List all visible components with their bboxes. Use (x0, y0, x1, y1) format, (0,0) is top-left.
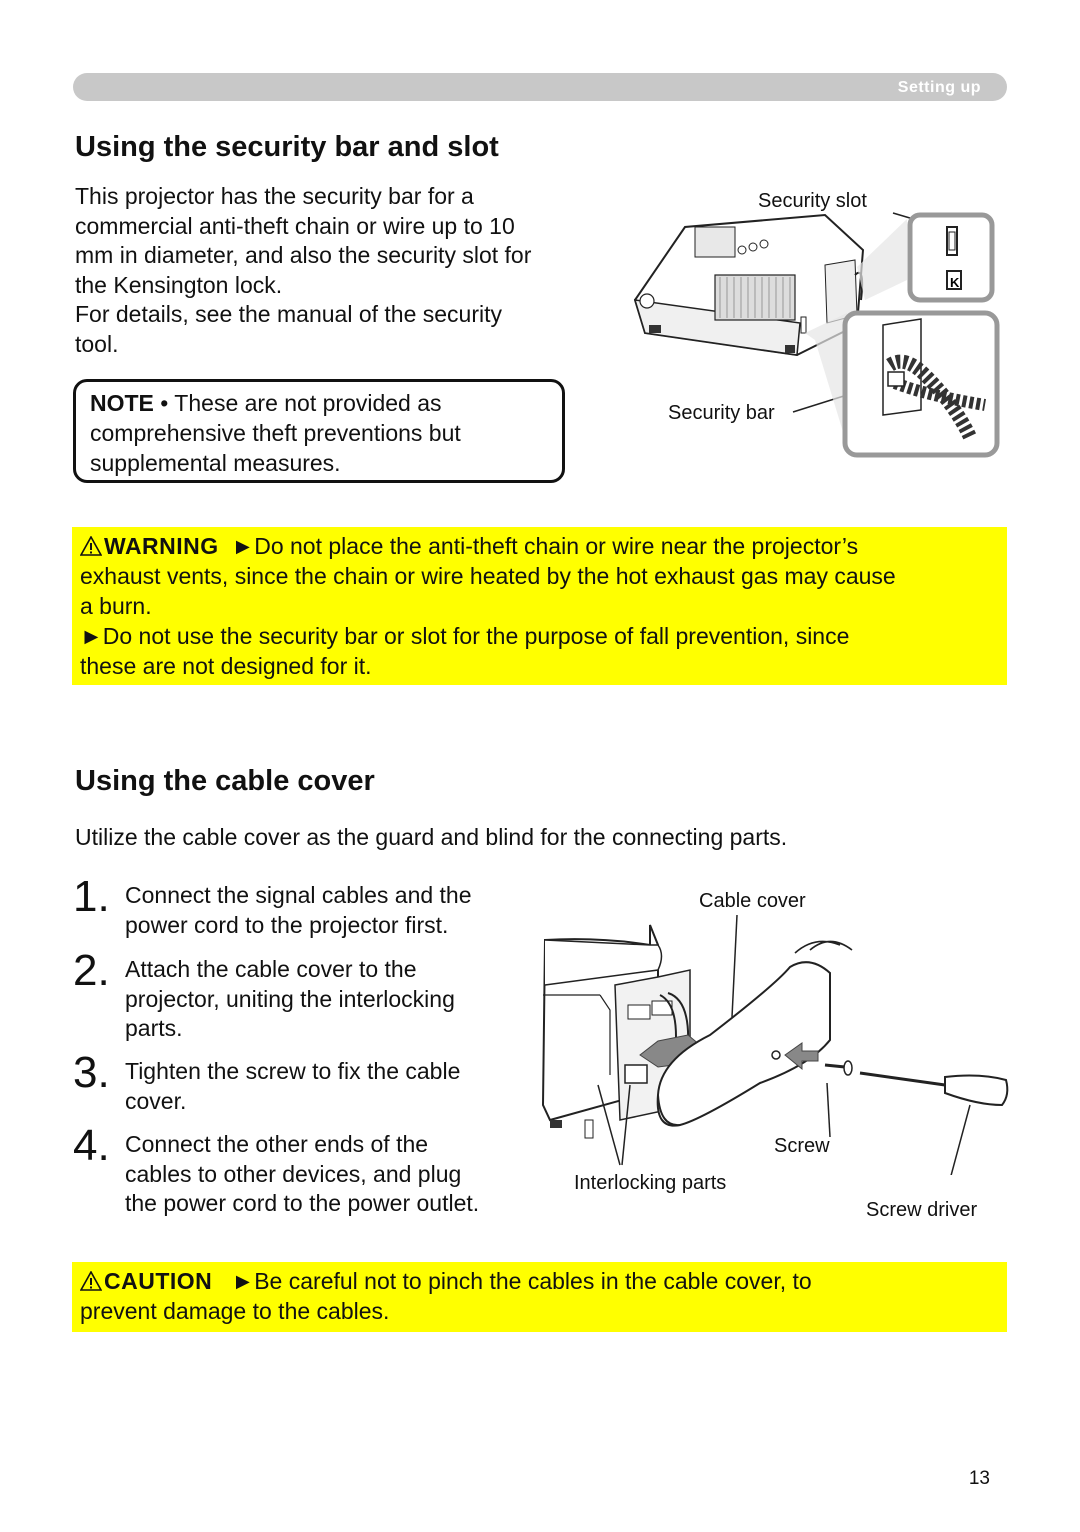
screw-caption: Screw (774, 1135, 830, 1157)
caution-line: prevent damage to the cables. (80, 1298, 390, 1324)
step-line: Attach the cable cover to the (125, 956, 417, 982)
screw-driver-caption: Screw driver (866, 1199, 978, 1221)
header-bar (73, 73, 1007, 101)
step-line: the power cord to the power outlet. (125, 1190, 480, 1216)
intro-line: For details, see the manual of the security (75, 301, 502, 327)
page-number: 13 (968, 1468, 990, 1489)
caution-label: CAUTION (104, 1268, 213, 1294)
step-line: Tighten the screw to fix the cable (125, 1058, 461, 1084)
note-line: • These are not provided as (160, 390, 442, 416)
warning-line: exhaust vents, since the chain or wire heated by the hot exhaust gas may cause (80, 563, 896, 589)
step-line: parts. (125, 1015, 183, 1041)
note-line: supplemental measures. (90, 450, 341, 476)
step-number: 2. (73, 946, 110, 995)
step-line: cables to other devices, and plug (125, 1160, 462, 1187)
intro-line: tool. (75, 330, 119, 357)
warning-line: ►Do not use the security bar or slot for the purpose of fall prevention, since (80, 623, 850, 649)
warning-box (72, 527, 1007, 685)
step-line: power cord to the projector first. (125, 911, 449, 938)
svg-text:K: K (950, 275, 960, 290)
security-slot-caption: Security slot (758, 190, 867, 212)
interlocking-parts-caption: Interlocking parts (574, 1172, 727, 1194)
cable-cover-section-title: Using the cable cover (75, 765, 375, 797)
security-illustration (625, 205, 1005, 465)
note-box (73, 379, 565, 483)
note-line: comprehensive theft preventions but (90, 420, 461, 446)
warning-triangle-icon (80, 536, 102, 556)
step-line: Connect the other ends of the (125, 1131, 429, 1157)
security-bar-caption: Security bar (668, 402, 775, 424)
step-number: 1. (73, 872, 110, 921)
security-section-title: Using the security bar and slot (75, 131, 499, 163)
intro-line: commercial anti-theft chain or wire up to 10 (75, 212, 515, 239)
warning-label: WARNING (104, 533, 219, 559)
caution-triangle-icon (80, 1271, 102, 1291)
step-line: projector, uniting the interlocking (125, 985, 455, 1012)
warning-line: these are not designed for it. (80, 653, 372, 679)
caution-box (72, 1262, 1007, 1332)
step-number: 4. (73, 1121, 110, 1170)
warning-line: ►Do not place the anti-theft chain or wire near the projector’s (231, 533, 859, 559)
step-line: cover. (125, 1087, 187, 1114)
step-number: 3. (73, 1048, 110, 1097)
section-label: Setting up (897, 79, 981, 96)
intro-line: the Kensington lock. (75, 271, 283, 298)
cable-cover-illustration (540, 915, 1015, 1175)
cable-cover-caption: Cable cover (699, 890, 806, 912)
intro-line: mm in diameter, and also the security slot for (75, 242, 532, 268)
note-label: NOTE (90, 390, 154, 416)
warning-line: a burn. (80, 593, 152, 619)
intro-line: This projector has the security bar for a (75, 183, 474, 209)
security-intro (75, 182, 531, 359)
cable-cover-intro: Utilize the cable cover as the guard and blind for the connecting parts. (75, 824, 788, 850)
caution-line: ►Be careful not to pinch the cables in the cable cover, to (231, 1268, 812, 1294)
step-line: Connect the signal cables and the (125, 882, 472, 908)
